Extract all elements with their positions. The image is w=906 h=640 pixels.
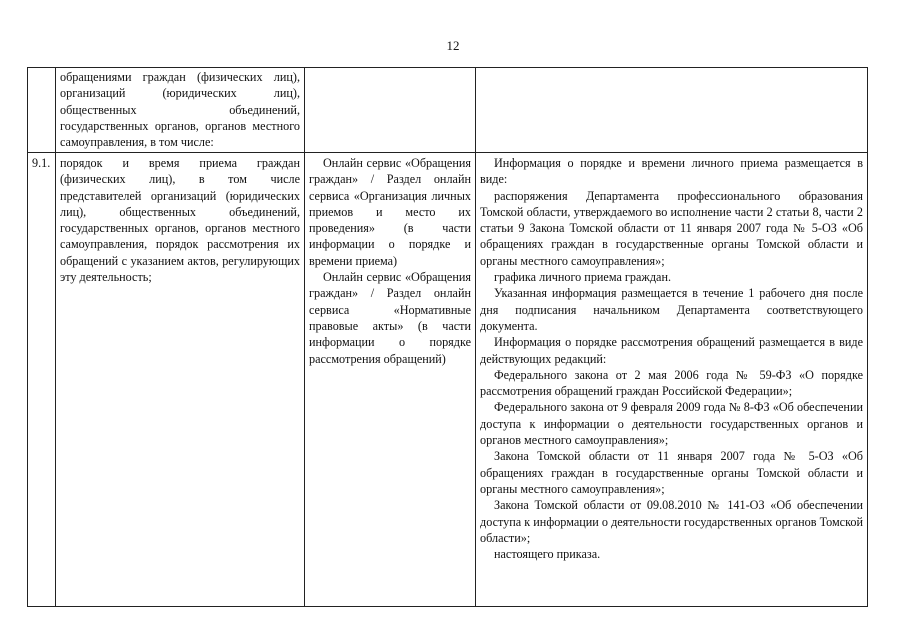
info-paragraph: Закона Томской области от 11 января 2007 года № 5-ОЗ «Об обращениях граждан в государственные органы Томской области и органы местного самоуправления»; [480, 449, 863, 496]
info-paragraph: Федерального закона от 9 февраля 2009 года № 8-ФЗ «Об обеспечении доступа к информации о деятельности государственных органов и органов местного самоуправления»; [480, 400, 863, 448]
info-paragraph: настоящего приказа. [494, 547, 601, 562]
reference-paragraph: Онлайн сервис «Обращения граждан» / Раздел онлайн сервиса «Организация личных приемов и место их проведения» (в части информации о порядке и времени приема) [309, 156, 471, 268]
info-paragraph: графика личного приема граждан. [494, 270, 672, 285]
document-table [27, 67, 868, 607]
row-number-cell [28, 68, 56, 153]
info-cell [476, 153, 868, 607]
description-cell: обращениями граждан (физических лиц), организаций (юридических лиц), общественных объединений, государственных органов, органов местного самоуправления, в том числе: [56, 68, 305, 153]
page-number: 12 [446, 38, 460, 53]
info-paragraph: Федерального закона от 2 мая 2006 года № 59-ФЗ «О порядке рассмотрения обращений граждан Российской Федерации»; [480, 367, 863, 399]
info-paragraph: Указанная информация размещается в течение 1 рабочего дня после дня подписания начальником Департамента соответствующего документа. [480, 286, 863, 333]
table-row [28, 153, 868, 607]
info-paragraph: распоряжения Департамента профессионального образования Томской области, утверждаемого во исполнение части 2 статьи 8, части 2 статьи 9 Закона Томской области от 11 января 2007 года № 5-ОЗ «Об обращениях граждан в государственные органы Томской области и органы местного самоуправления»; [480, 188, 863, 268]
info-paragraph: Закона Томской области от 09.08.2010 № 141-ОЗ «Об обеспечении доступа к информации о деятельности государственных органов Томской области»; [480, 498, 863, 545]
reference-paragraph: Онлайн сервис «Обращения граждан» / Раздел онлайн сервиса «Нормативные правовые акты» (в части информации о порядке рассмотрения обращений) [309, 270, 471, 366]
row-number-cell: 9.1. [28, 153, 56, 607]
reference-cell [305, 153, 476, 607]
info-paragraph: Информация о порядке и времени личного приема размещается в виде: [480, 156, 863, 187]
table-row [28, 68, 868, 153]
reference-cell [305, 68, 476, 153]
info-cell [476, 68, 868, 153]
info-paragraph: Информация о порядке рассмотрения обращений размещается в виде действующих редакций: [480, 335, 863, 366]
description-cell: порядок и время приема граждан (физических лиц), в том числе представителей организаций (юридических лиц), общественных объединений, государственных органов, органов местного самоуправления, порядок рассмотрения их обращений с указанием актов, регулирующих эту деятельность; [56, 153, 305, 607]
